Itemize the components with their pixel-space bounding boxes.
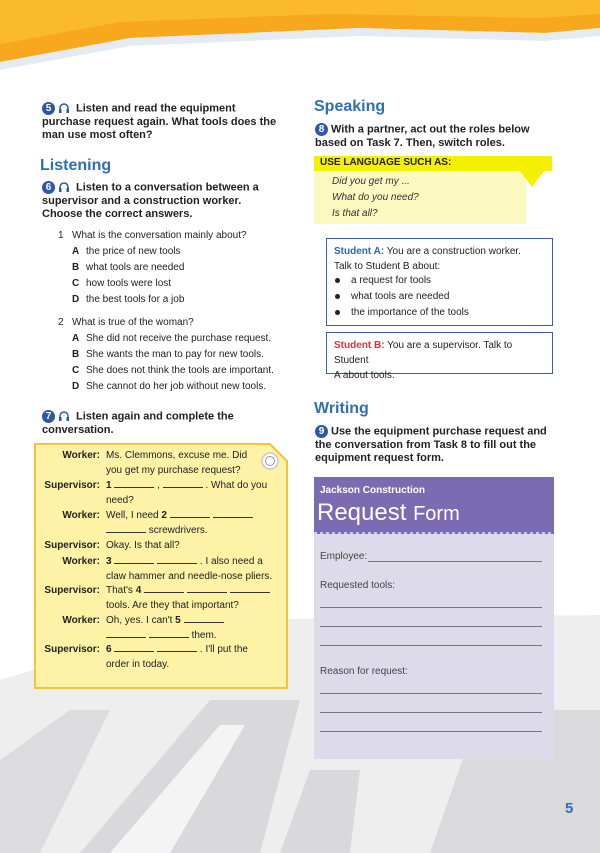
answer-blank[interactable]	[157, 642, 197, 652]
conversation-text: That's	[106, 585, 133, 596]
task-7	[42, 410, 242, 437]
answer-blank[interactable]	[157, 554, 197, 564]
reason-line[interactable]	[320, 693, 542, 694]
conversation-text: . I also need a	[199, 556, 263, 567]
answer-blank[interactable]	[213, 508, 253, 518]
task-7-number: 7	[42, 410, 55, 423]
speaker-label: Supervisor:	[44, 585, 100, 596]
conversation-line	[106, 478, 286, 508]
speaker-label: Worker:	[62, 556, 100, 567]
reason-label: Reason for request:	[320, 666, 408, 677]
blank-number: 6	[106, 644, 112, 655]
student-a-role: You are a construction worker.	[386, 246, 521, 257]
requested-tools-label: Requested tools:	[320, 580, 396, 591]
question-text: What is true of the woman?	[72, 317, 194, 328]
language-box-arrow	[520, 171, 544, 189]
conversation-text: . I'll put the	[199, 644, 248, 655]
conversation-text: Okay. Is that all?	[106, 540, 180, 551]
option-letter: B	[72, 262, 80, 273]
option-letter: D	[72, 381, 80, 392]
question-number: 1	[58, 230, 64, 241]
conversation-line	[106, 448, 286, 478]
student-a-label: Student A:	[334, 246, 385, 257]
reason-line[interactable]	[320, 712, 542, 713]
answer-blank[interactable]	[106, 523, 146, 533]
q1-option-d[interactable]	[72, 294, 184, 305]
speaker-label: Supervisor:	[44, 644, 100, 655]
option-text: She did not receive the purchase request.	[86, 333, 272, 344]
employee-label: Employee:	[320, 551, 368, 562]
student-a-bullet	[335, 291, 449, 302]
conversation-text: Ms. Clemmons, excuse me. Did	[106, 450, 248, 461]
answer-blank[interactable]	[114, 554, 154, 564]
option-letter: A	[72, 246, 80, 257]
question-1	[58, 230, 247, 241]
speaker-label: Worker:	[62, 615, 100, 626]
conversation-text: tools. Are they that important?	[106, 600, 239, 611]
conversation-line	[106, 554, 286, 584]
conversation-text: . What do you	[205, 480, 268, 491]
conversation-line	[106, 508, 286, 538]
q2-option-d[interactable]	[72, 381, 266, 392]
conversation-line	[106, 642, 286, 672]
speaker-label: Worker:	[62, 450, 100, 461]
student-b-box	[326, 332, 553, 381]
student-b-instruction: A about tools.	[334, 370, 395, 381]
option-text: the price of new tools	[86, 246, 181, 257]
conversation-text: them.	[191, 630, 217, 641]
bullet-dot	[335, 294, 340, 299]
task-8-text: With a partner, act out the roles below based on Task 7. Then, switch roles.	[315, 123, 530, 149]
blank-number: 2	[161, 510, 167, 521]
language-box-heading	[314, 156, 552, 171]
speaking-title: Speaking	[314, 98, 386, 115]
language-item: What do you need?	[332, 192, 419, 203]
option-letter: D	[72, 294, 80, 305]
answer-blank[interactable]	[149, 628, 189, 638]
speaker-label: Supervisor:	[44, 480, 100, 491]
option-text: the best tools for a job	[86, 294, 185, 305]
option-letter: B	[72, 349, 80, 360]
requested-tools-line[interactable]	[320, 626, 542, 627]
option-letter: C	[72, 365, 80, 376]
option-letter: C	[72, 278, 80, 289]
form-title-word: Request	[317, 499, 407, 526]
conversation-line	[106, 538, 286, 553]
requested-tools-line[interactable]	[320, 645, 542, 646]
writing-title: Writing	[314, 400, 369, 417]
task-7-text: Listen again and complete the conversation.	[42, 410, 234, 436]
headphones-icon[interactable]	[58, 182, 70, 193]
listening-title: Listening	[40, 157, 112, 174]
task-8-number: 8	[315, 123, 328, 136]
question-2	[58, 317, 194, 328]
student-a-text	[334, 244, 549, 274]
bullet-text: a request for tools	[351, 275, 432, 286]
speaker-label: Supervisor:	[44, 540, 100, 551]
student-a-instruction: Talk to Student B about:	[334, 261, 441, 272]
conversation-text: screwdrivers.	[148, 525, 208, 536]
q2-option-b[interactable]	[72, 349, 264, 360]
q2-option-a[interactable]	[72, 333, 271, 344]
language-item: Is that all?	[332, 208, 378, 219]
answer-blank[interactable]	[230, 583, 270, 593]
task-9-text: Use the equipment purchase request and the conversation from Task 8 to fill out the equipment request form.	[315, 425, 547, 465]
student-b-role: You are a supervisor. Talk to Student	[334, 340, 513, 366]
option-text: She does not think the tools are important.	[86, 365, 274, 376]
task-8	[315, 123, 545, 150]
option-text: She wants the man to pay for new tools.	[86, 349, 264, 360]
q1-option-c[interactable]	[72, 278, 171, 289]
q1-option-b[interactable]	[72, 262, 184, 273]
bullet-dot	[335, 310, 340, 315]
blank-number: 4	[135, 585, 142, 596]
task-5-text: Listen and read the equipment purchase request again. What tools does the man use most often?	[42, 102, 277, 142]
task-6	[42, 181, 282, 222]
conversation-text: Well, I need	[106, 510, 159, 521]
task-9	[315, 425, 560, 466]
conversation-line	[106, 583, 286, 613]
conversation-line	[106, 613, 286, 643]
separator: ,	[157, 480, 160, 491]
answer-blank[interactable]	[163, 478, 203, 488]
bullet-text: what tools are needed	[351, 291, 450, 302]
conversation-text: claw hammer and needle-nose pliers.	[106, 571, 273, 582]
language-box-heading-text: USE LANGUAGE SUCH AS:	[320, 157, 452, 168]
form-perforation	[314, 529, 554, 537]
answer-blank[interactable]	[170, 508, 210, 518]
language-item: Did you get my ...	[332, 176, 410, 187]
answer-blank[interactable]	[184, 613, 224, 623]
student-a-bullet	[335, 307, 469, 318]
option-text: how tools were lost	[86, 278, 172, 289]
conversation-text: order in today.	[106, 659, 170, 670]
blank-number: 3	[106, 556, 112, 567]
form-title-word: Form	[413, 503, 460, 525]
requested-tools-line[interactable]	[320, 607, 542, 608]
question-text: What is the conversation mainly about?	[72, 230, 247, 241]
q2-option-c[interactable]	[72, 365, 274, 376]
conversation-text: need?	[106, 495, 134, 506]
answer-blank[interactable]	[144, 583, 184, 593]
q1-option-a[interactable]	[72, 246, 181, 257]
student-b-label: Student B:	[334, 340, 385, 351]
conversation-text: you get my purchase request?	[106, 465, 241, 476]
conversation-text: Oh, yes. I can't	[106, 615, 173, 626]
answer-blank[interactable]	[114, 478, 154, 488]
student-b-text	[334, 338, 549, 383]
bullet-text: the importance of the tools	[351, 307, 469, 318]
student-a-bullet	[335, 275, 431, 286]
form-title	[317, 499, 460, 527]
page-number: 5	[565, 800, 574, 817]
blank-number: 1	[106, 480, 112, 491]
task-9-number: 9	[315, 425, 328, 438]
task-6-text: Listen to a conversation between a supervisor and a construction worker. Choose the correct answers.	[42, 181, 259, 221]
reason-line[interactable]	[320, 731, 542, 732]
answer-blank[interactable]	[106, 628, 146, 638]
answer-blank[interactable]	[114, 642, 154, 652]
question-number: 2	[58, 317, 64, 328]
option-text: what tools are needed	[86, 262, 185, 273]
headphones-icon[interactable]	[58, 103, 70, 114]
form-company-name: Jackson Construction	[320, 485, 426, 496]
answer-blank[interactable]	[187, 583, 227, 593]
header-band	[0, 0, 600, 70]
task-5	[42, 102, 282, 143]
bullet-dot	[335, 278, 340, 283]
option-text: She cannot do her job without new tools.	[86, 381, 267, 392]
employee-field[interactable]	[368, 561, 542, 562]
task-5-number: 5	[42, 102, 55, 115]
speaker-label: Worker:	[62, 510, 100, 521]
option-letter: A	[72, 333, 80, 344]
headphones-icon[interactable]	[58, 411, 70, 422]
task-6-number: 6	[42, 181, 55, 194]
blank-number: 5	[175, 615, 181, 626]
